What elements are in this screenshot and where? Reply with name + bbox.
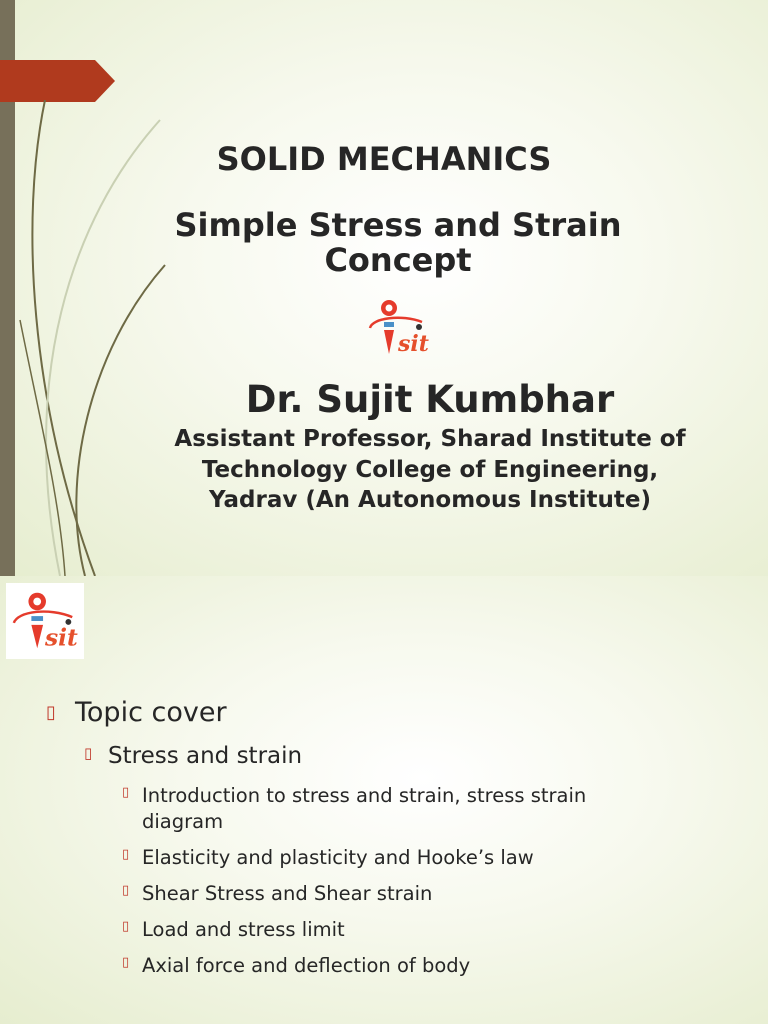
sit-logo-icon bbox=[362, 296, 438, 358]
logo-box bbox=[6, 583, 84, 659]
svg-text:sit: sit bbox=[45, 623, 78, 652]
list-item: Shear Stress and Shear strain bbox=[142, 882, 433, 905]
subtopic: Stress and strain bbox=[108, 743, 303, 769]
list-item: Introduction to stress and strain, stress strain diagram bbox=[142, 784, 587, 833]
bullet-arrow-icon: ▯ bbox=[122, 847, 130, 862]
topic-heading: Topic cover bbox=[75, 697, 227, 728]
slide-subtitle: Simple Stress and Strain Concept bbox=[174, 206, 622, 279]
bullet-arrow-icon: ▯ bbox=[46, 702, 56, 723]
red-tab-shape bbox=[0, 60, 115, 102]
bullet-arrow-icon: ▯ bbox=[122, 955, 130, 970]
author-name: Dr. Sujit Kumbhar bbox=[245, 378, 615, 421]
svg-text:sit: sit bbox=[398, 331, 429, 357]
list-item: Elasticity and plasticity and Hooke’s law bbox=[142, 846, 534, 869]
bullet-arrow-icon: ▯ bbox=[122, 785, 130, 800]
bullet-arrow-icon: ▯ bbox=[122, 883, 130, 898]
bullet-arrow-icon: ▯ bbox=[84, 744, 93, 762]
slide-title: SOLID MECHANICS bbox=[216, 140, 552, 178]
bullet-arrow-icon: ▯ bbox=[122, 919, 130, 934]
list-item: Load and stress limit bbox=[142, 918, 345, 941]
author-affiliation: Assistant Professor, Sharad Institute of Technology College of Engineering, Yadrav (An Autonomous Institute) bbox=[174, 426, 686, 513]
sit-logo-icon bbox=[8, 587, 82, 653]
list-item: Axial force and deflection of body bbox=[142, 954, 471, 977]
topics-slide bbox=[0, 576, 768, 1024]
